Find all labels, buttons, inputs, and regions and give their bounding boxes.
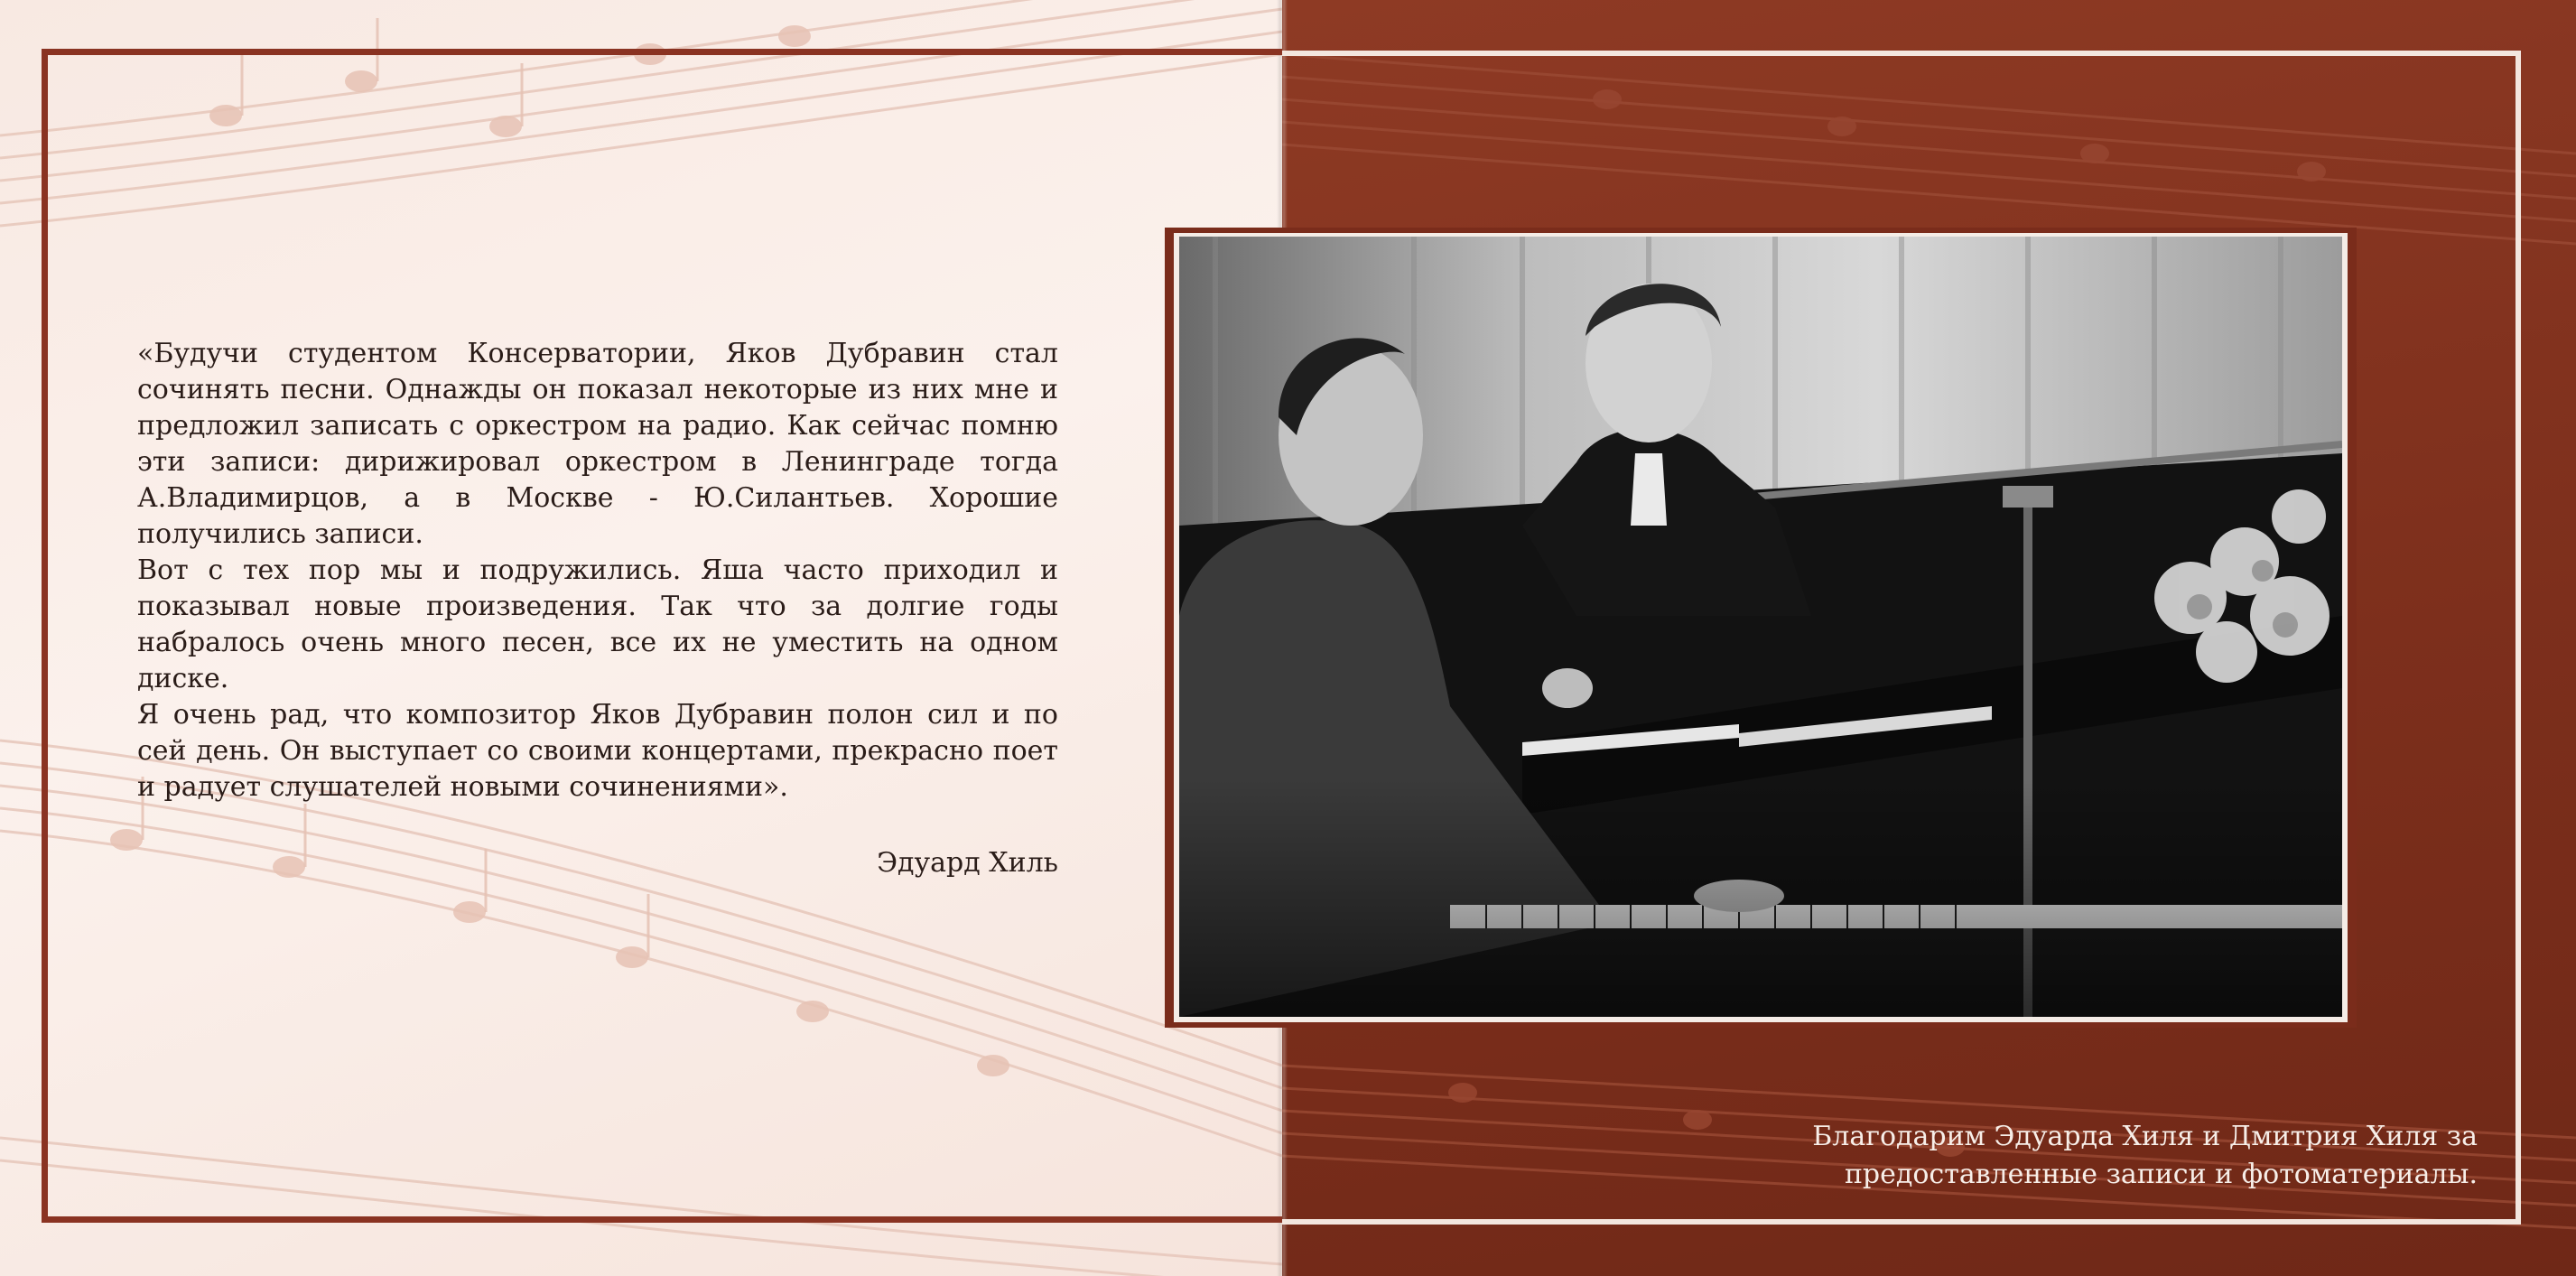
quote-signature: Эдуард Хиль (877, 847, 1058, 879)
quote-paragraph-3: Я очень рад, что композитор Яков Дубравин полон сил и по сей день. Он выступает со своими концертами, прекрасно поет и радует слушателей новыми сочинениями». (137, 699, 1058, 803)
photo-illustration (1179, 237, 2342, 1017)
quote-paragraph-2: Вот с тех пор мы и подружились. Яша часто приходил и показывал новые произведения. Так что за долгие годы набралось очень много песен, все их не уместить на одном диске. (137, 554, 1058, 694)
black-white-concert-photo (1179, 237, 2342, 1017)
acknowledgement-line-1: Благодарим Эдуарда Хиля и Дмитрия Хиля за (1812, 1121, 2478, 1152)
acknowledgement-text (1679, 1118, 2478, 1194)
acknowledgement-line-2: предоставленные записи и фотоматериалы. (1844, 1159, 2478, 1190)
quote-text (137, 336, 1058, 806)
quote-paragraph-1: «Будучи студентом Консерватории, Яков Дубравин стал сочинять песни. Однажды он показал некоторые из них мне и предложил записать с оркестром на радио. Как сейчас помню эти записи: дирижировал оркестром в Ленинграде тогда А.Владимирцов, а в Москве - Ю.Силантьев. Хорошие получились записи. (137, 338, 1058, 550)
